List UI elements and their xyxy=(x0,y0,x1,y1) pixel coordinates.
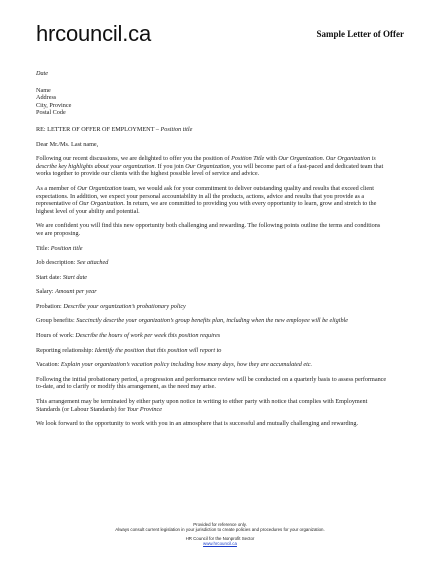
footer-website-link[interactable]: www.hrcouncil.ca xyxy=(203,541,237,547)
paragraph-commitment: As a member of Our Organization team, we would ask for your commitment to deliver outstanding quality and results that exceed client expectations. In addition, we expect your personal accountability in all the products, actions, advice and results that you provide as a representative of Our Organization. In return, we are committed to providing you with every opportunity to learn, grow and stretch to the highest level of your ability and potential. xyxy=(36,184,377,215)
paragraph-termination: This arrangement may be terminated by either party upon notice in writing to either party with notice that complies with Employment Standards (or Labour Standards) for Your Province xyxy=(36,398,368,413)
hrcouncil-logo: hrcouncil.ca xyxy=(36,21,151,46)
term-group-benefits: Group benefits: Succinctly describe your organization’s group benefits plan, including when the new employee will be eligible xyxy=(36,317,349,325)
term-vacation: Vacation: Explain your organization’s vacation policy including how many days, how they are accumulated etc. xyxy=(36,361,313,369)
salutation: Dear Mr./Ms. Last name, xyxy=(36,140,99,148)
letter-body xyxy=(36,70,388,428)
page-footer xyxy=(0,522,440,547)
paragraph-closing: We look forward to the opportunity to work with you in an atmosphere that is successful and mutually challenging and rewarding. xyxy=(36,420,359,428)
term-job-description: Job description: See attached xyxy=(36,259,109,267)
date-line: Date xyxy=(36,70,49,77)
paragraph-terms-intro: We are confident you will find this new opportunity both challenging and rewarding. The following points outline the terms and conditions we are proposing. xyxy=(36,222,381,237)
footer-organization: HR Council for the Nonprofit Sector xyxy=(185,535,255,541)
term-probation: Probation: Describe your organization’s probationary policy xyxy=(36,302,186,310)
recipient-city: City, Province xyxy=(36,101,72,109)
paragraph-intro: Following our recent discussions, we are delighted to offer you the position of Position Title with Our Organization. Our Organization is describe key highlights about your organization. If you join Our Organization, you will become part of a fast-paced and dedicated team that works together to provide our clients with the highest possible level of service and advice. xyxy=(36,155,384,178)
term-salary: Salary: Amount per year xyxy=(36,288,97,296)
footer-legislation-note: Always consult current legislation in your jurisdiction to create policies and procedures for your organization. xyxy=(115,527,325,533)
recipient-address: Address xyxy=(36,94,57,102)
term-reporting-relationship: Reporting relationship: Identify the position that this position will report to xyxy=(36,346,222,354)
term-title: Title: Position title xyxy=(36,244,83,252)
footer-reference-note: Provided for reference only. xyxy=(193,522,247,527)
recipient-name: Name xyxy=(36,86,51,94)
recipient-postal: Postal Code xyxy=(36,109,66,117)
term-hours-of-work: Hours of work: Describe the hours of work per week this position requires xyxy=(36,332,221,340)
re-line: RE: LETTER OF OFFER OF EMPLOYMENT – Position title xyxy=(36,125,193,133)
paragraph-review: Following the initial probationary period, a progression and performance review will be conducted on a quarterly basis to assess performance to-date, and to clarify or modify this arrangement, as the need may arise. xyxy=(36,375,387,391)
term-start-date: Start date: Start date xyxy=(36,273,88,281)
document-title: Sample Letter of Offer xyxy=(316,29,404,39)
